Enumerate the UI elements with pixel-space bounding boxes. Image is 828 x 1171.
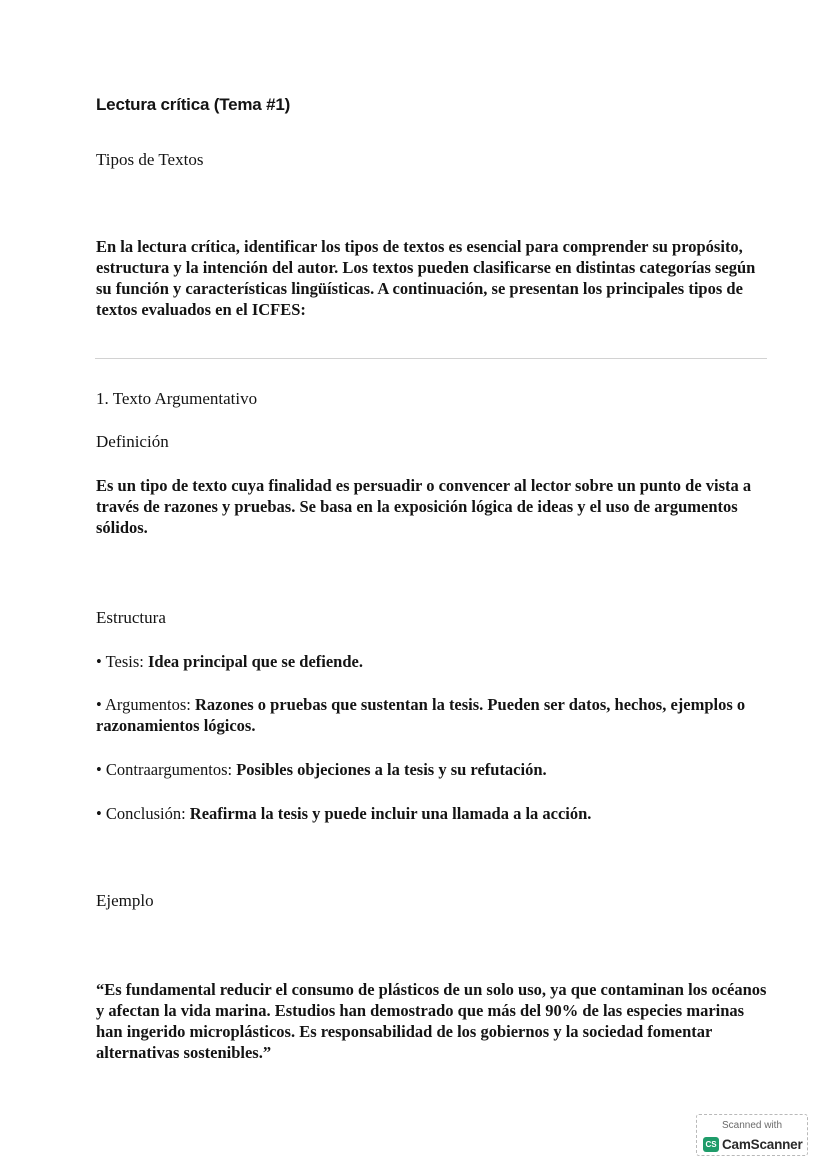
document-subtitle: Tipos de Textos [96, 150, 204, 169]
structure-item-argumentos [96, 694, 768, 736]
structure-term: • Contraargumentos: [96, 760, 233, 779]
structure-item-contraargumentos [96, 759, 768, 780]
document-title: Lectura crítica (Tema #1) [96, 95, 291, 114]
definition-heading: Definición [96, 432, 169, 451]
example-quote: “Es fundamental reducir el consumo de plásticos de un solo uso, ya que contaminan los océanos y afectan la vida marina. Estudios han demostrado que más del 90% de las especies marinas han ingerido microplásticos. Es responsabilidad de los gobiernos y la sociedad fomentar alternativas sostenibles.” [96, 980, 767, 1062]
structure-description: Idea principal que se defiende. [148, 652, 363, 671]
camscanner-watermark [696, 1114, 808, 1156]
structure-heading: Estructura [96, 608, 166, 627]
structure-item-tesis [96, 651, 768, 672]
section-heading: 1. Texto Argumentativo [96, 389, 258, 408]
camscanner-brand-name: CamScanner [722, 1136, 803, 1152]
structure-description: Razones o pruebas que sustentan la tesis. Pueden ser datos, hechos, ejemplos o razonamientos lógicos. [96, 695, 746, 735]
section-divider [95, 358, 767, 359]
intro-paragraph: En la lectura crítica, identificar los tipos de textos es esencial para comprender su propósito, estructura y la intención del autor. Los textos pueden clasificarse en distintas categorías según su función y características lingüísticas. A continuación, se presentan los principales tipos de textos evaluados en el ICFES: [96, 237, 756, 319]
structure-description: Reafirma la tesis y puede incluir una llamada a la acción. [189, 804, 592, 823]
example-heading: Ejemplo [96, 891, 154, 910]
structure-description: Posibles objeciones a la tesis y su refutación. [236, 760, 547, 779]
structure-term: • Argumentos: [96, 695, 191, 714]
structure-item-conclusion [96, 803, 768, 824]
structure-term: • Tesis: [96, 652, 144, 671]
scanned-with-label: Scanned with [721, 1120, 783, 1131]
camscanner-logo-icon: CS [703, 1137, 719, 1152]
structure-term: • Conclusión: [96, 804, 186, 823]
camscanner-brand-row [703, 1135, 803, 1153]
definition-paragraph: Es un tipo de texto cuya finalidad es persuadir o convencer al lector sobre un punto de vista a través de razones y pruebas. Se basa en la exposición lógica de ideas y el uso de argumentos sólidos. [96, 476, 752, 537]
